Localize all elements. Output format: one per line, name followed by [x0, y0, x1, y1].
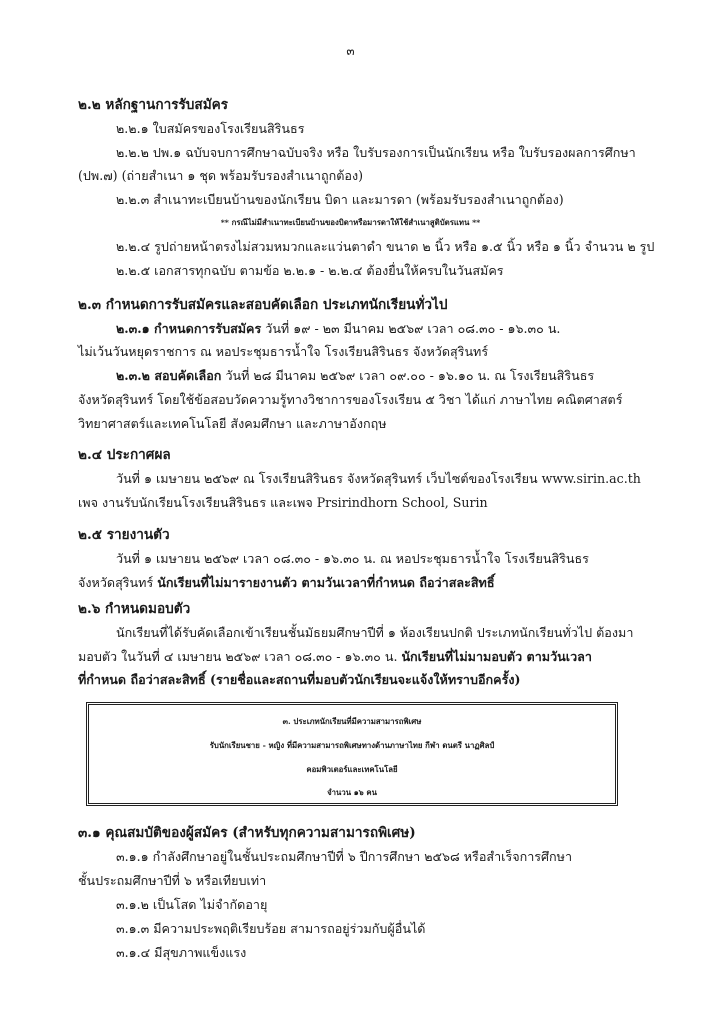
section-2-6-heading: ๒.๖ กำหนดมอบตัว [78, 601, 191, 617]
item-2-2-2: ๒.๒.๒ ปพ.๑ ฉบับจบการศึกษาฉบับจริง หรือ ใบรับรองการเป็นนักเรียน หรือ ใบรับรองผลการศึกษา [116, 145, 636, 160]
enrol-line-3: ที่กำหนด ถือว่าสละสิทธิ์ (รายชื่อและสถานที่มอบตัวนักเรียนจะแจ้งให้ทราบอีกครั้ง) [78, 672, 521, 687]
item-2-3-1-text: วันที่ ๑๙ - ๒๓ มีนาคม ๒๕๖๙ เวลา ๐๘.๓๐ - ๑๖.๓๐ น. [261, 321, 561, 336]
enrol-line-2 [78, 648, 592, 666]
item-2-2-3: ๒.๒.๓ สำเนาทะเบียนบ้านของนักเรียน บิดา และมารดา (พร้อมรับรองสำเนาถูกต้อง) [116, 192, 564, 207]
item-2-2-4: ๒.๒.๔ รูปถ่ายหน้าตรงไม่สวมหมวกและแว่นตาดำ ขนาด ๒ นิ้ว หรือ ๑.๕ นิ้ว หรือ ๑ นิ้ว จำนวน ๒ รูป [116, 239, 655, 254]
box-count: จำนวน ๑๖ คน [327, 788, 377, 797]
item-3-1-1-cont: ชั้นประถมศึกษาปีที่ ๖ หรือเทียบเท่า [78, 873, 267, 888]
box-line-2: รับนักเรียนชาย - หญิง ที่มีความสามารถพิเศษทางด้านภาษาไทย กีฬา ดนตรี นาฏศิลป์ [209, 741, 495, 750]
box-title: ๓. ประเภทนักเรียนที่มีความสามารถพิเศษ [282, 717, 422, 726]
report-forfeit-note: นักเรียนที่ไม่มารายงานตัว ตามวันเวลาที่กำหนด ถือว่าสละสิทธิ์ [157, 575, 495, 590]
item-2-3-2-cont: จังหวัดสุรินทร์ โดยใช้ข้อสอบวัดความรู้ทางวิชาการของโรงเรียน ๕ วิชา ได้แก่ ภาษาไทย คณิตศาสตร์ [78, 392, 623, 407]
report-line-2 [78, 574, 495, 592]
item-3-1-1: ๓.๑.๑ กำลังศึกษาอยู่ในชั้นประถมศึกษาปีที่ ๖ ปีการศึกษา ๒๕๖๘ หรือสำเร็จการศึกษา [116, 849, 573, 864]
section-2-5-heading: ๒.๕ รายงานตัว [78, 527, 170, 543]
note-birth-certificate: ** กรณีไม่มีสำเนาทะเบียนบ้านของบิดาหรือมารดาให้ใช้สำเนาสูติบัตรแทน ** [220, 218, 481, 227]
box-line-3: คอมพิวเตอร์และเทคโนโลยี [306, 765, 398, 774]
item-2-3-2-label: ๒.๓.๒ สอบคัดเลือก [116, 368, 222, 383]
item-3-1-4: ๓.๑.๔ มีสุขภาพแข็งแรง [116, 945, 247, 960]
enrol-forfeit-note: นักเรียนที่ไม่มามอบตัว ตามวันเวลา [401, 649, 592, 664]
item-2-2-2-cont: (ปพ.๗) (ถ่ายสำเนา ๑ ชุด พร้อมรับรองสำเนาถูกต้อง) [78, 168, 364, 183]
item-2-2-1: ๒.๒.๑ ใบสมัครของโรงเรียนสิรินธร [116, 121, 305, 136]
item-3-1-2: ๓.๑.๒ เป็นโสด ไม่จำกัดอายุ [116, 897, 268, 912]
section-2-4-heading: ๒.๔ ประกาศผล [78, 447, 171, 463]
item-2-3-1-cont: ไม่เว้นวันหยุดราชการ ณ หอประชุมธารน้ำใจ โรงเรียนสิรินธร จังหวัดสุรินทร์ [78, 344, 489, 359]
section-2-2-heading: ๒.๒ หลักฐานการรับสมัคร [78, 97, 229, 113]
page-number: ๓ [346, 44, 355, 58]
report-line-1: วันที่ ๑ เมษายน ๒๕๖๙ เวลา ๐๘.๓๐ - ๑๖.๓๐ น. ณ หอประชุมธารน้ำใจ โรงเรียนสิรินธร [116, 551, 589, 566]
enrol-line-2-text: มอบตัว ในวันที่ ๔ เมษายน ๒๕๖๙ เวลา ๐๘.๓๐ - ๑๖.๓๐ น. [78, 649, 402, 664]
item-2-3-2-text: วันที่ ๒๘ มีนาคม ๒๕๖๙ เวลา ๐๙.๐๐ - ๑๖.๑๐ น. ณ โรงเรียนสิรินธร [221, 368, 595, 383]
announcement-line-2: เพจ งานรับนักเรียนโรงเรียนสิรินธร และเพจ Prsirindhorn School, Surin [78, 495, 488, 510]
section-3-1-heading: ๓.๑ คุณสมบัติของผู้สมัคร (สำหรับทุกความสามารถพิเศษ) [78, 825, 416, 841]
item-2-3-2-cont2: วิทยาศาสตร์และเทคโนโลยี สังคมศึกษา และภาษาอังกฤษ [78, 416, 387, 431]
announcement-line-1: วันที่ ๑ เมษายน ๒๕๖๙ ณ โรงเรียนสิรินธร จังหวัดสุรินทร์ เว็บไซต์ของโรงเรียน www.sirin.ac.th [116, 471, 641, 486]
item-2-3-1-label: ๒.๓.๑ กำหนดการรับสมัคร [116, 321, 262, 336]
item-2-3-1 [116, 320, 560, 338]
report-line-2-text: จังหวัดสุรินทร์ [78, 575, 158, 590]
item-2-3-2 [116, 367, 594, 385]
item-2-2-5: ๒.๒.๕ เอกสารทุกฉบับ ตามข้อ ๒.๒.๑ - ๒.๒.๔ ต้องยื่นให้ครบในวันสมัคร [116, 263, 504, 278]
item-3-1-3: ๓.๑.๓ มีความประพฤติเรียบร้อย สามารถอยู่ร่วมกับผู้อื่นได้ [116, 921, 426, 936]
section-2-3-heading: ๒.๓ กำหนดการรับสมัครและสอบคัดเลือก ประเภทนักเรียนทั่วไป [78, 297, 448, 313]
enrol-line-1: นักเรียนที่ได้รับคัดเลือกเข้าเรียนชั้นมัธยมศึกษาปีที่ ๑ ห้องเรียนปกติ ประเภทนักเรียนทั่วไป ต้องมา [116, 625, 634, 640]
